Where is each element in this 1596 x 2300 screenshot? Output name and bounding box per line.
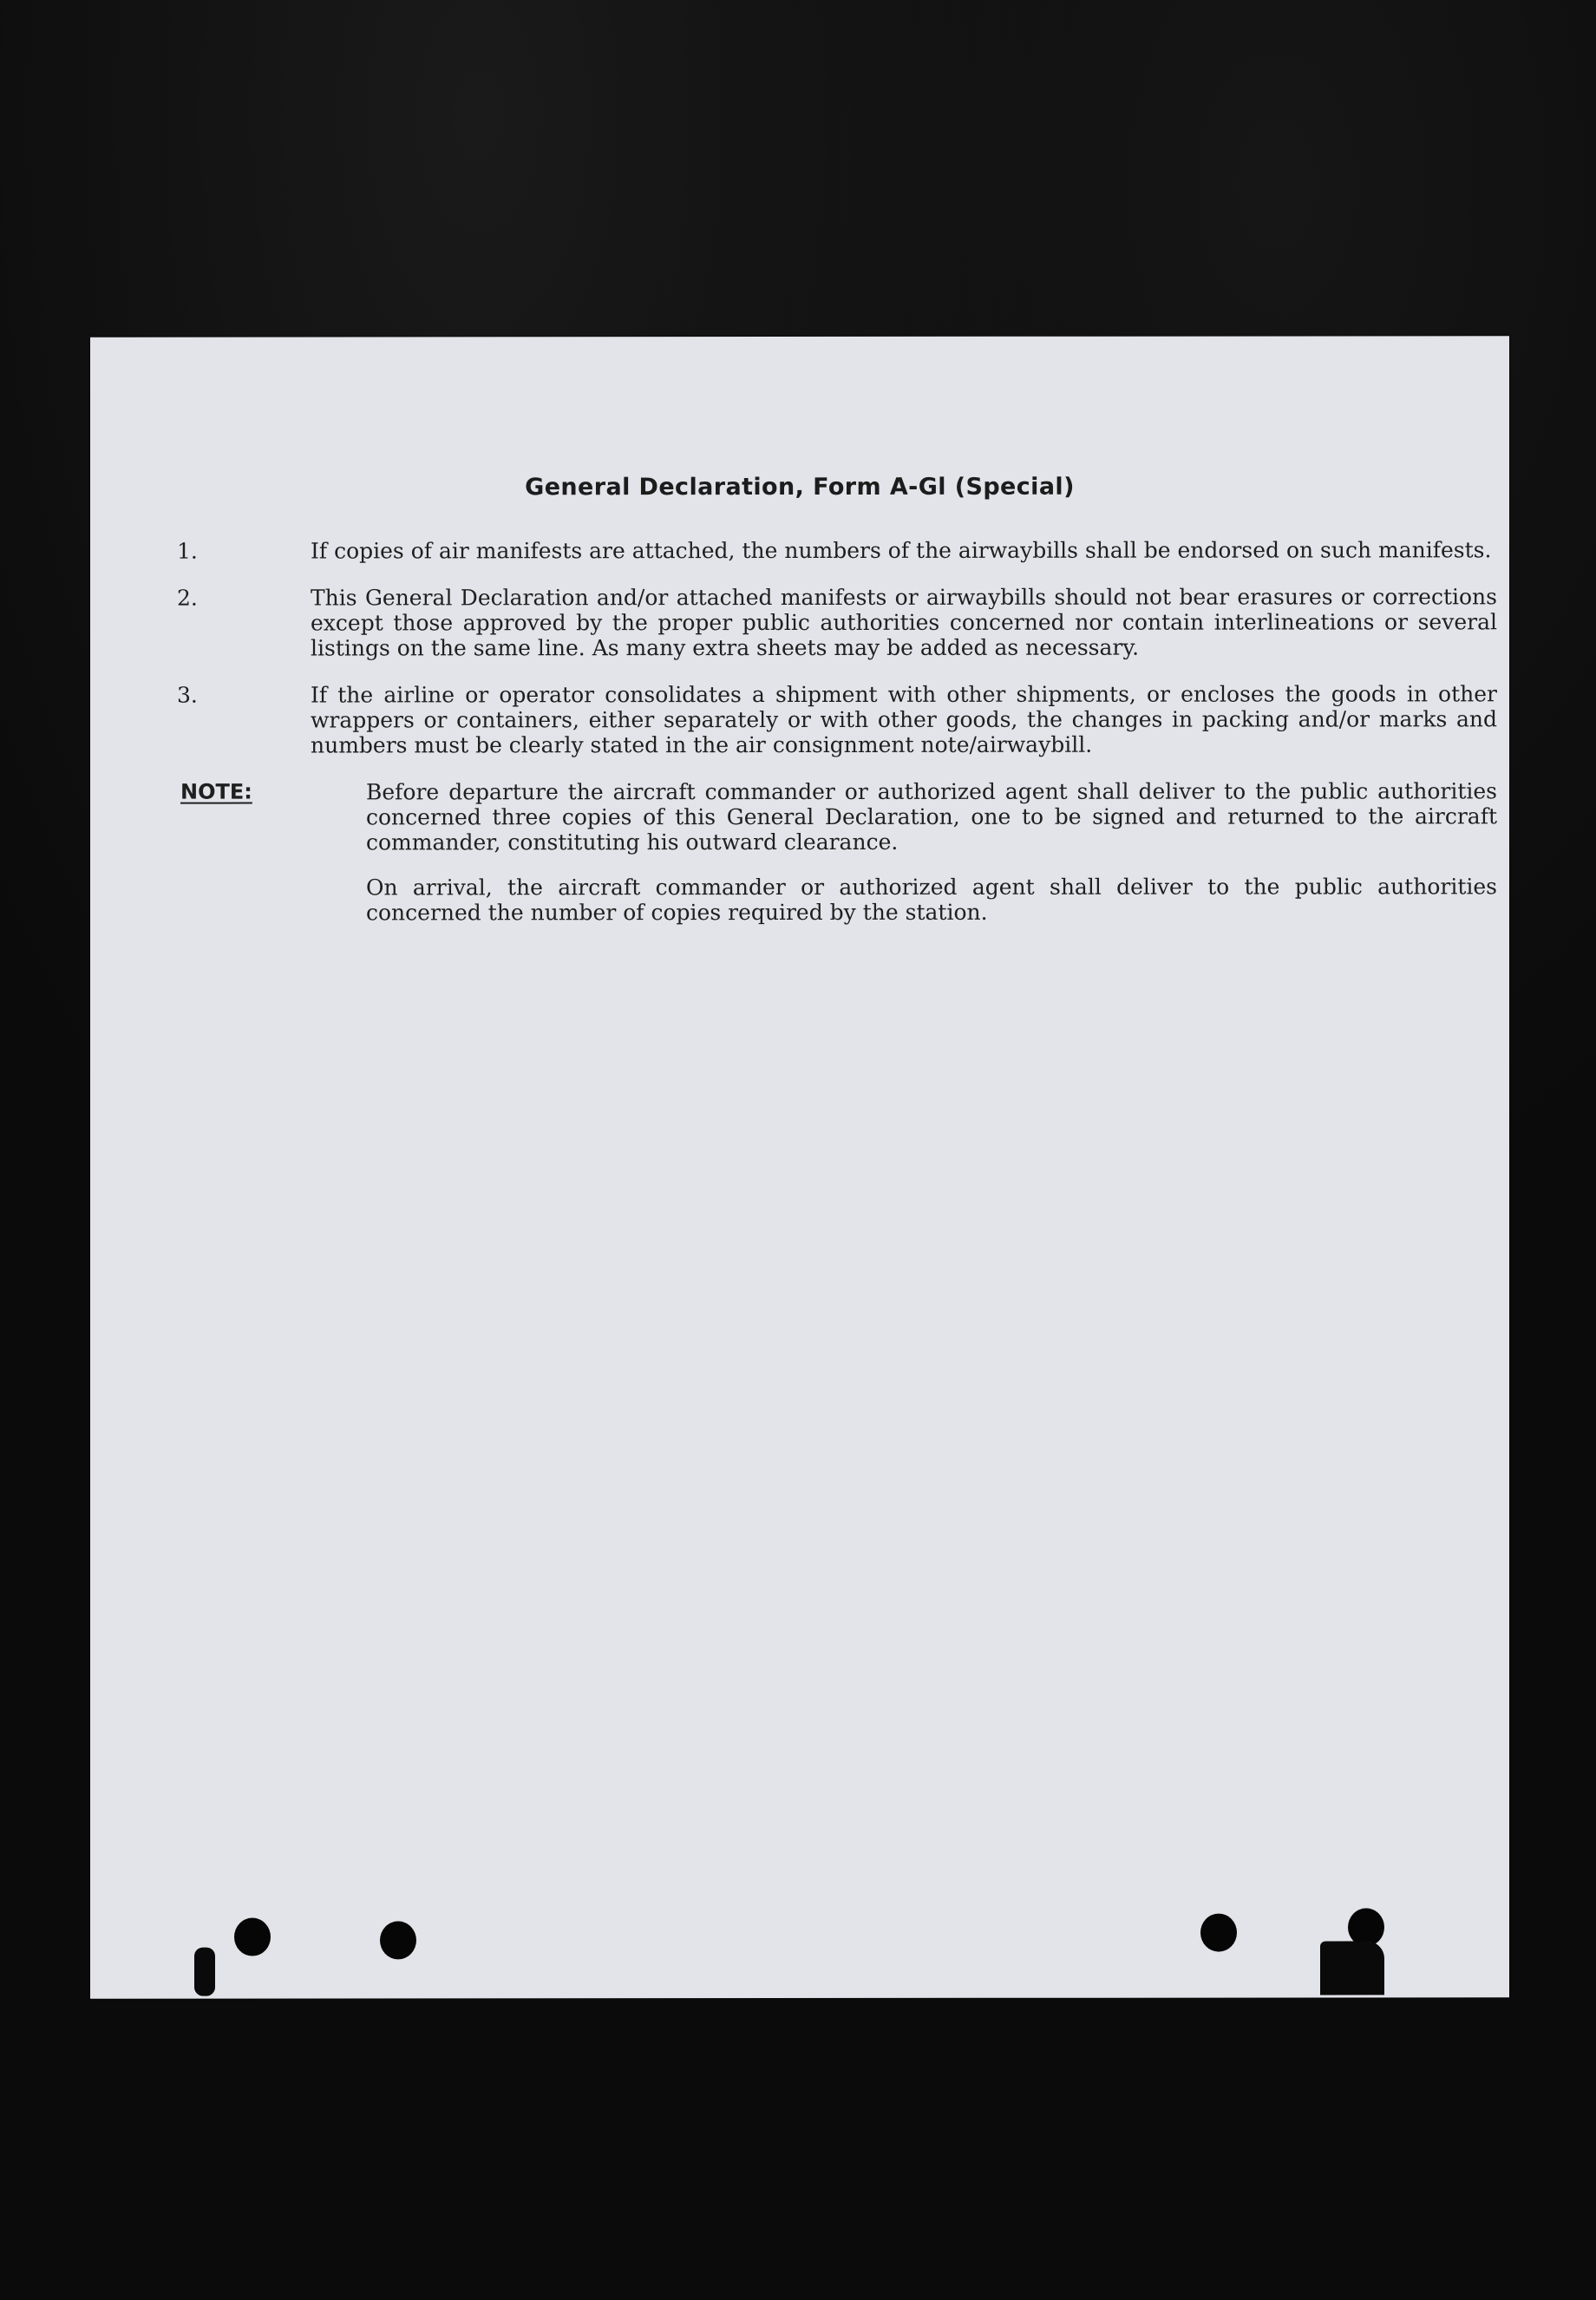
page-title: General Declaration, Form A-Gl (Special) bbox=[525, 473, 1075, 501]
item-text: This General Declaration and/or attached manifests or airwaybills should not bear erasures or corrections except those approved by the proper public authorities concerned nor contain interlineations or several listings on the same line. As many extra sheets may be added as necessary. bbox=[311, 584, 1497, 661]
punch-hole bbox=[1200, 1914, 1237, 1952]
item-number: 3. bbox=[177, 682, 198, 708]
document-page bbox=[90, 336, 1509, 1998]
item-text: If copies of air manifests are attached, the numbers of the airwaybills shall be endorsed on such manifests. bbox=[311, 537, 1492, 564]
item-number: 2. bbox=[177, 585, 198, 611]
punch-hole bbox=[380, 1921, 416, 1959]
note-text: Before departure the aircraft commander or authorized agent shall deliver to the public authorities concerned three copies of this General Declaration, one to be signed and returned to the aircraft commander, constituting his outward clearance. bbox=[366, 778, 1497, 855]
punch-hole bbox=[234, 1918, 271, 1956]
list-item bbox=[177, 584, 1497, 661]
torn-edge bbox=[194, 1948, 215, 1996]
item-text: If the airline or operator consolidates a shipment with other shipments, or encloses the goods in other wrappers or containers, either separately or with other goods, the changes in packing and/or marks and numbers must be clearly stated in the air consignment note/airwaybill. bbox=[311, 681, 1497, 758]
note-section bbox=[180, 778, 1497, 855]
torn-corner bbox=[1320, 1941, 1384, 1995]
item-number: 1. bbox=[177, 538, 198, 564]
list-item bbox=[177, 537, 1497, 564]
list-item bbox=[177, 681, 1497, 758]
note-arrival-text: On arrival, the aircraft commander or authorized agent shall deliver to the public authorities concerned the number of copies required by the station. bbox=[366, 874, 1497, 926]
note-label: NOTE: bbox=[180, 779, 252, 804]
